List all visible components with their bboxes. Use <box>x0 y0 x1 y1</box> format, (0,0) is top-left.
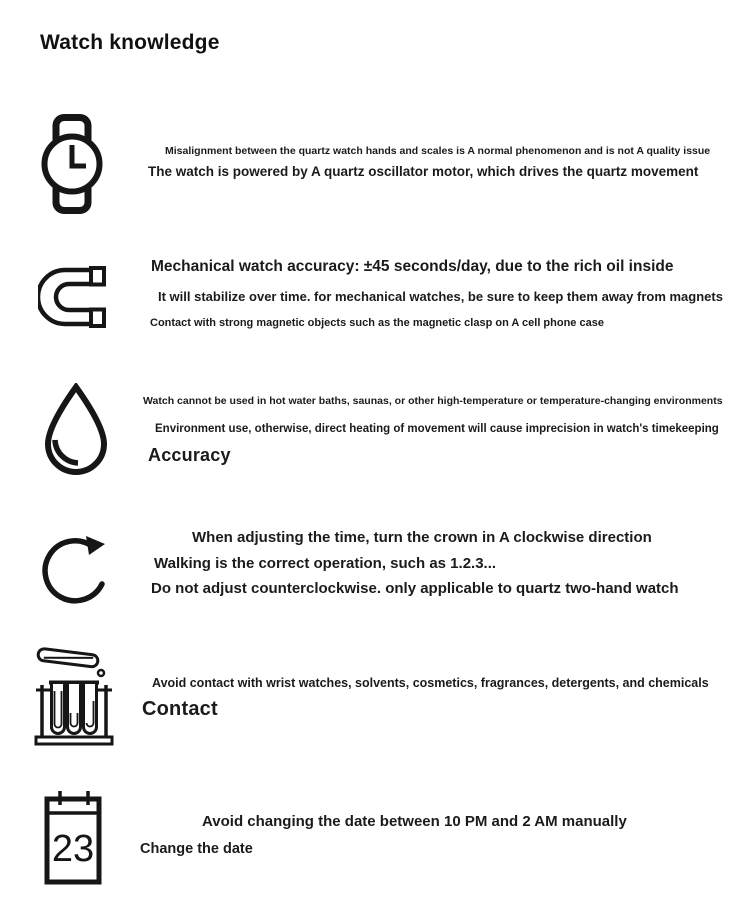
note-line: Environment use, otherwise, direct heating of movement will cause imprecision in watch's timekeeping <box>155 423 719 436</box>
water-drop-icon <box>40 383 112 477</box>
note-line: Avoid contact with wrist watches, solvents, cosmetics, fragrances, detergents, and chemicals <box>152 676 709 690</box>
calendar-icon <box>40 788 106 886</box>
note-line: Do not adjust counterclockwise. only applicable to quartz two-hand watch <box>151 579 679 597</box>
note-line: Avoid changing the date between 10 PM and 2 AM manually <box>202 813 627 830</box>
test-tubes-icon <box>34 643 114 747</box>
calendar-date: 23 <box>51 828 95 870</box>
clockwise-arrow-icon <box>42 524 112 612</box>
note-line: Mechanical watch accuracy: ±45 seconds/day, due to the rich oil inside <box>151 258 674 275</box>
note-line: Walking is the correct operation, such as 1.2.3... <box>154 554 497 572</box>
note-line: The watch is powered by A quartz oscillator motor, which drives the quartz movement <box>148 164 699 180</box>
note-line: It will stabilize over time. for mechanical watches, be sure to keep them away from magnets <box>158 289 723 305</box>
note-line: Contact with strong magnetic objects such as the magnetic clasp on A cell phone case <box>150 316 604 329</box>
note-line: Watch cannot be used in hot water baths, saunas, or other high-temperature or temperature-changing environments <box>143 395 723 407</box>
page-title: Watch knowledge <box>40 31 220 54</box>
note-line: Misalignment between the quartz watch hands and scales is A normal phenomenon and is not A quality issue <box>165 145 711 157</box>
note-line: When adjusting the time, turn the crown in A clockwise direction <box>192 529 652 546</box>
section-heading: Contact <box>142 697 218 720</box>
magnet-icon <box>38 266 108 328</box>
wrist-watch-icon <box>40 114 104 214</box>
section-heading: Accuracy <box>148 444 231 465</box>
note-line: Change the date <box>140 840 253 857</box>
